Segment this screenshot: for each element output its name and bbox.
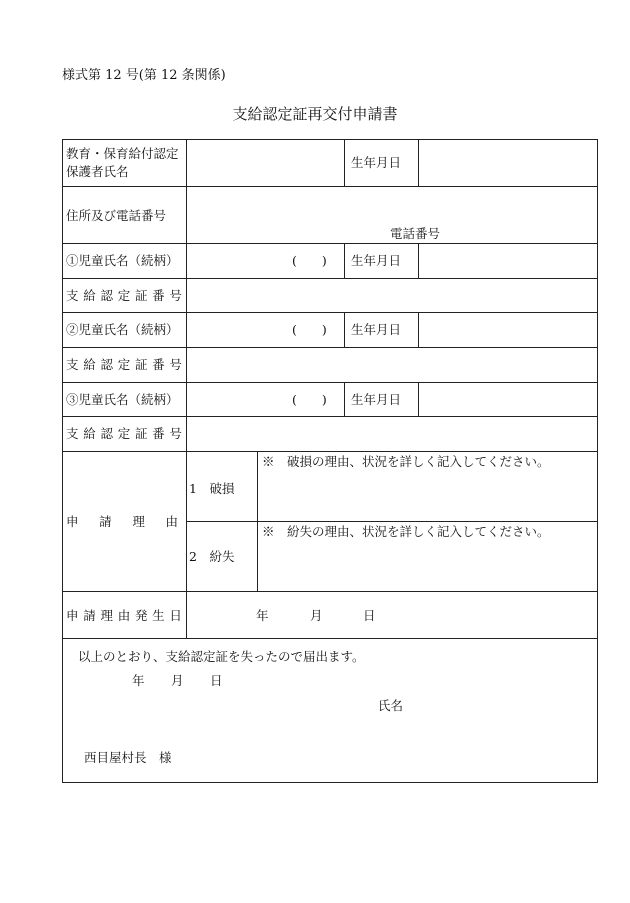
column-divider xyxy=(344,382,345,417)
column-divider xyxy=(257,451,258,592)
reason-detail-damage-field[interactable] xyxy=(259,472,596,520)
child-1-birthdate-field[interactable] xyxy=(420,245,596,277)
row-divider xyxy=(62,591,598,592)
declaration-month-label: 月 xyxy=(171,673,184,688)
child-3-cert-number-label: 支 給 認 定 証 番 号 xyxy=(66,426,182,441)
row-divider xyxy=(62,312,598,313)
row-divider xyxy=(62,186,598,187)
reason-note-damage: ※ 破損の理由、状況を詳しく記入してください。 xyxy=(262,454,550,469)
occurrence-day-label: 日 xyxy=(363,608,376,623)
form-title: 支給認定証再交付申請書 xyxy=(232,105,398,123)
child-1-relation-parens: ( ) xyxy=(292,253,327,268)
occurrence-month-label: 月 xyxy=(310,608,323,623)
child-2-cert-number-field[interactable] xyxy=(188,349,596,381)
label-column-divider xyxy=(186,139,187,638)
signer-name-field[interactable] xyxy=(412,691,592,717)
reason-label: 申 請 理 由 xyxy=(66,514,178,529)
addressee: 西目屋村長 様 xyxy=(84,750,172,765)
reason-option-damage[interactable]: 1 破損 xyxy=(189,481,235,496)
form-border-left xyxy=(62,139,63,783)
child-2-birthdate-field[interactable] xyxy=(420,314,596,346)
row-divider xyxy=(62,278,598,279)
child-2-name-label: ②児童氏名（続柄） xyxy=(66,322,179,337)
child-3-name-label: ③児童氏名（続柄） xyxy=(66,392,179,407)
signer-name-label: 氏名 xyxy=(378,698,404,713)
application-form xyxy=(62,139,598,783)
row-divider xyxy=(62,347,598,348)
column-divider xyxy=(344,139,345,187)
column-divider xyxy=(418,312,419,348)
child-1-birthdate-label: 生年月日 xyxy=(351,253,402,268)
column-divider xyxy=(418,243,419,279)
reason-option-loss[interactable]: 2 紛失 xyxy=(189,549,235,564)
child-2-cert-number-label: 支 給 認 定 証 番 号 xyxy=(66,357,182,372)
guardian-name-field[interactable] xyxy=(188,141,343,185)
phone-label: 電話番号 xyxy=(390,226,441,241)
form-border-top xyxy=(62,139,598,140)
child-3-birthdate-field[interactable] xyxy=(420,384,596,415)
declaration-day-label: 日 xyxy=(210,673,223,688)
row-divider xyxy=(62,451,598,452)
child-3-cert-number-field[interactable] xyxy=(188,418,596,450)
child-3-birthdate-label: 生年月日 xyxy=(351,392,402,407)
form-border-bottom xyxy=(62,782,598,783)
reason-option-divider xyxy=(186,521,598,522)
row-divider xyxy=(62,382,598,383)
form-border-right xyxy=(597,139,598,783)
column-divider xyxy=(418,139,419,187)
occurrence-date-label: 申 請 理 由 発 生 日 xyxy=(66,608,182,623)
declaration-statement: 以上のとおり、支給認定証を失ったので届出ます。 xyxy=(78,649,365,664)
form-number: 様式第 12 号(第 12 条関係) xyxy=(62,68,226,83)
child-2-birthdate-label: 生年月日 xyxy=(351,322,402,337)
child-1-cert-number-field[interactable] xyxy=(188,280,596,311)
child-2-relation-parens: ( ) xyxy=(292,322,327,337)
guardian-name-label-line2: 保護者氏名 xyxy=(66,164,129,179)
occurrence-year-label: 年 xyxy=(256,608,269,623)
guardian-birthdate-label: 生年月日 xyxy=(351,155,402,170)
row-divider xyxy=(62,416,598,417)
guardian-name-label-line1: 教育・保育給付認定 xyxy=(66,146,179,161)
reason-detail-loss-field[interactable] xyxy=(259,542,596,590)
guardian-birthdate-field[interactable] xyxy=(420,141,596,185)
address-phone-label: 住所及び電話番号 xyxy=(66,208,167,223)
column-divider xyxy=(344,243,345,279)
declaration-year-label: 年 xyxy=(132,673,145,688)
column-divider xyxy=(418,382,419,417)
reason-note-loss: ※ 紛失の理由、状況を詳しく記入してください。 xyxy=(262,524,550,539)
row-divider xyxy=(62,638,598,639)
child-3-relation-parens: ( ) xyxy=(292,392,327,407)
occurrence-date-field[interactable] xyxy=(188,593,596,637)
child-1-cert-number-label: 支 給 認 定 証 番 号 xyxy=(66,288,182,303)
child-1-name-label: ①児童氏名（続柄） xyxy=(66,253,179,268)
column-divider xyxy=(344,312,345,348)
row-divider xyxy=(62,243,598,244)
